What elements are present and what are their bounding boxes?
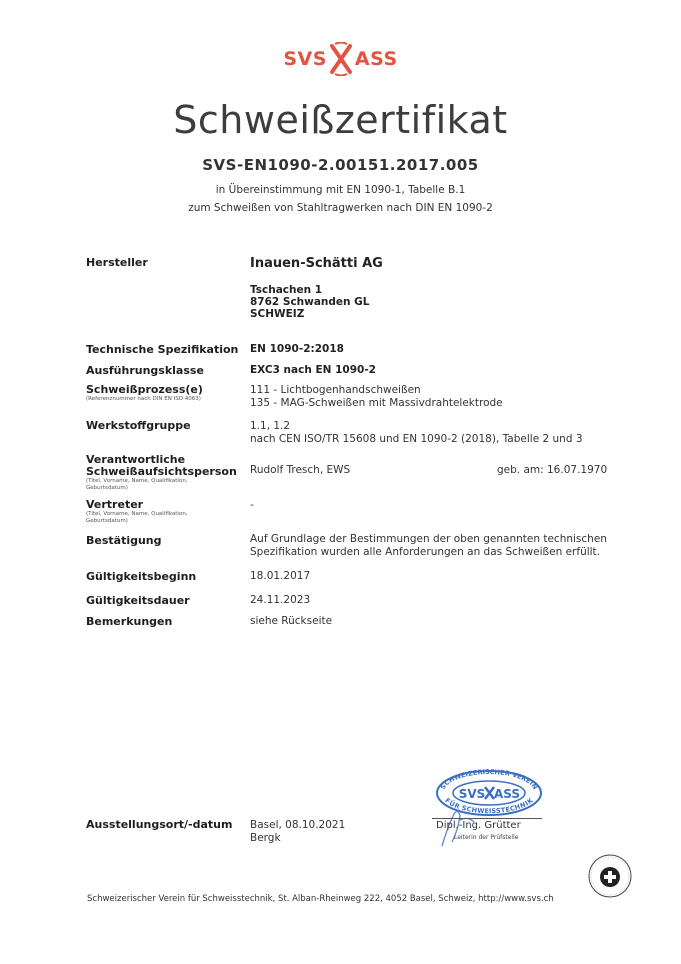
- material-group-line-2: nach CEN ISO/TR 15608 und EN 1090-2 (2018), Tabelle 2 und 3: [250, 433, 583, 445]
- confirmation-line-2: Spezifikation wurden alle Anforderungen an das Schweißen erfüllt.: [250, 546, 601, 558]
- issue-label: Ausstellungsort/-datum: [86, 818, 233, 831]
- deputy-note-2: Geburtsdatum): [86, 518, 128, 524]
- issue-by: Bergk: [250, 832, 281, 844]
- welding-process-line-2: 135 - MAG-Schweißen mit Massivdrahtelektrode: [250, 397, 503, 409]
- welding-process-line-1: 111 - Lichtbogenhandschweißen: [250, 384, 421, 396]
- signature-name: Dipl.-Ing. Grütter: [436, 820, 521, 831]
- manufacturer-country: SCHWEIZ: [250, 308, 305, 320]
- material-group-line-1: 1.1, 1.2: [250, 420, 291, 432]
- stamp-bottom-text: FÜR SCHWEISSTECHNIK: [443, 796, 535, 816]
- subtitle-line-1: in Übereinstimmung mit EN 1090-1, Tabelle B.1: [215, 184, 466, 196]
- certificate-number: SVS-EN1090-2.00151.2017.005: [202, 156, 479, 174]
- manufacturer-label: Hersteller: [86, 256, 148, 269]
- responsible-label-1: Verantwortliche: [86, 453, 186, 466]
- welding-process-label: Schweißprozess(e): [86, 383, 203, 396]
- remarks-label: Bemerkungen: [86, 615, 173, 628]
- accreditation-seal-icon: [587, 853, 633, 899]
- stamp-text-right: ASS: [493, 787, 521, 801]
- document-title: Schweißzertifikat: [173, 98, 508, 142]
- footer-address: Schweizerischer Verein für Schweisstechnik, St. Alban-Rheinweg 222, 4052 Basel, Schweiz, http://www.svs.ch: [87, 894, 554, 904]
- responsible-label-2: Schweißaufsichtsperson: [86, 465, 237, 478]
- subtitle-line-2: zum Schweißen von Stahltragwerken nach DIN EN 1090-2: [188, 202, 493, 214]
- welding-process-note: (Referenznummer nach DIN EN ISO 4063): [86, 396, 201, 402]
- issue-place-date: Basel, 08.10.2021: [250, 819, 346, 831]
- responsible-note-2: Geburtsdatum): [86, 485, 128, 491]
- responsible-birthdate: geb. am: 16.07.1970: [497, 464, 608, 476]
- valid-until-value: 24.11.2023: [250, 594, 311, 606]
- exec-class-label: Ausführungsklasse: [86, 364, 204, 377]
- valid-until-label: Gültigkeitsdauer: [86, 594, 190, 607]
- responsible-name: Rudolf Tresch, EWS: [250, 464, 351, 476]
- material-group-label: Werkstoffgruppe: [86, 419, 191, 432]
- signature-line: [432, 818, 542, 819]
- signature-role: Leiterin der Prüfstelle: [454, 834, 519, 841]
- confirmation-line-1: Auf Grundlage der Bestimmungen der oben genannten technischen: [250, 533, 607, 545]
- manufacturer-city: 8762 Schwanden GL: [250, 296, 370, 308]
- deputy-note-1: (Titel, Vorname, Name, Qualifikation,: [86, 511, 188, 517]
- responsible-note-1: (Titel, Vorname, Name, Qualifikation,: [86, 478, 188, 484]
- tech-spec-label: Technische Spezifikation: [86, 343, 239, 356]
- stamp-cross-icon: [485, 787, 494, 799]
- manufacturer-street: Tschachen 1: [250, 284, 323, 296]
- remarks-value: siehe Rückseite: [250, 615, 333, 627]
- logo-text-left: SVS: [283, 48, 327, 70]
- deputy-value: -: [250, 499, 254, 511]
- svs-ass-logo: [0, 42, 681, 76]
- valid-from-value: 18.01.2017: [250, 570, 311, 582]
- deputy-label: Vertreter: [86, 498, 144, 511]
- confirmation-label: Bestätigung: [86, 534, 162, 547]
- valid-from-label: Gültigkeitsbeginn: [86, 570, 197, 583]
- svg-text:SCHWEIZERISCHER VEREIN: [439, 768, 539, 791]
- manufacturer-name: Inauen-Schätti AG: [250, 256, 383, 271]
- stamp-top-text: SCHWEIZERISCHER VEREIN: [438, 768, 540, 791]
- stamp-text-left: SVS: [458, 787, 486, 801]
- logo-cross-icon: [328, 42, 354, 76]
- exec-class-value: EXC3 nach EN 1090-2: [250, 364, 376, 376]
- tech-spec-value: EN 1090-2:2018: [250, 343, 344, 355]
- logo-text-right: ASS: [354, 48, 398, 70]
